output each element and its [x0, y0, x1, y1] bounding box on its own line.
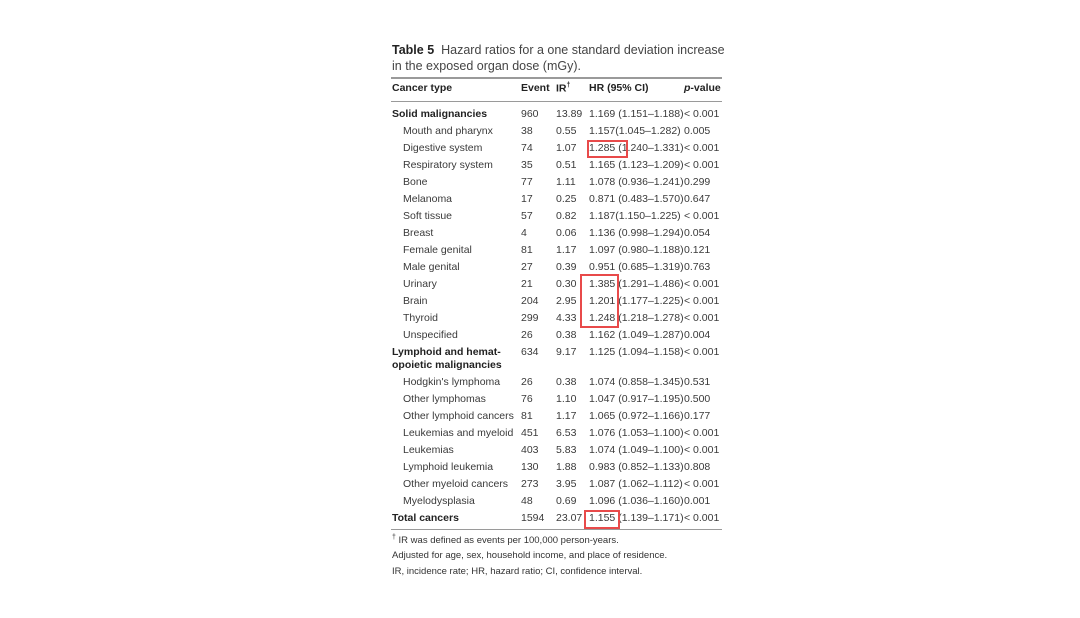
- p-value-cell: < 0.001: [684, 427, 720, 439]
- cancer-type-cell: Leukemias: [403, 444, 454, 456]
- ir-cell: 0.39: [556, 261, 577, 273]
- event-cell: 403: [521, 444, 539, 456]
- event-cell: 76: [521, 393, 533, 405]
- table-title: Hazard ratios for a one standard deviation increase in the exposed organ dose (mGy).: [392, 43, 725, 73]
- p-value-cell: < 0.001: [684, 159, 720, 171]
- p-value-cell: 0.054: [684, 227, 711, 239]
- cancer-type-cell: Other lymphoid cancers: [403, 410, 514, 422]
- hr-cell: 0.871 (0.483–1.570): [589, 193, 684, 205]
- ir-cell: 0.38: [556, 329, 577, 341]
- p-value-cell: 0.001: [684, 495, 711, 507]
- cancer-type-cell: Lymphoid leukemia: [403, 461, 494, 473]
- ir-cell: 1.10: [556, 393, 577, 405]
- hr-cell: 1.087 (1.062–1.112): [589, 478, 683, 490]
- cancer-type-cell: Melanoma: [403, 193, 453, 205]
- event-cell: 299: [521, 312, 539, 324]
- hr-cell: 1.187(1.150–1.225): [589, 210, 681, 222]
- cancer-type-cell: Myelodysplasia: [403, 495, 475, 507]
- cancer-type-cell: Lymphoid and hemat-: [392, 346, 501, 358]
- event-cell: 17: [521, 193, 533, 205]
- cancer-type-cell: Urinary: [403, 278, 437, 290]
- ir-cell: 0.06: [556, 227, 577, 239]
- hr-cell: 0.951 (0.685–1.319): [589, 261, 684, 273]
- event-cell: 81: [521, 410, 533, 422]
- event-cell: 4: [521, 227, 527, 239]
- p-value-cell: 0.177: [684, 410, 711, 422]
- p-value-cell: < 0.001: [684, 142, 720, 154]
- cancer-type-cell: Mouth and pharynx: [403, 125, 493, 137]
- ir-cell: 1.88: [556, 461, 577, 473]
- table-caption: [392, 42, 732, 74]
- hr-cell: 1.248 (1.218–1.278): [589, 312, 684, 324]
- ir-cell: 0.82: [556, 210, 577, 222]
- cancer-type-cell: Digestive system: [403, 142, 483, 154]
- p-value-cell: 0.500: [684, 393, 711, 405]
- p-value-cell: < 0.001: [684, 295, 720, 307]
- hr-cell: 1.074 (0.858–1.345): [589, 376, 684, 388]
- cancer-type-cell: Bone: [403, 176, 428, 188]
- hr-cell: 1.096 (1.036–1.160): [589, 495, 684, 507]
- footnote-abbreviations: IR, incidence rate; HR, hazard ratio; CI, confidence interval.: [392, 566, 643, 577]
- event-cell: 204: [521, 295, 539, 307]
- cancer-type-cell: Soft tissue: [403, 210, 453, 222]
- event-cell: 74: [521, 142, 533, 154]
- p-value-cell: 0.121: [684, 244, 711, 256]
- event-cell: 57: [521, 210, 533, 222]
- ir-cell: 1.11: [556, 176, 576, 188]
- p-value-cell: < 0.001: [684, 478, 720, 490]
- ir-cell: 0.69: [556, 495, 577, 507]
- cancer-type-cell: Respiratory system: [403, 159, 493, 171]
- hr-cell: 1.047 (0.917–1.195): [589, 393, 684, 405]
- ir-cell: 0.30: [556, 278, 577, 290]
- p-value-cell: < 0.001: [684, 346, 720, 358]
- hr-cell: 1.078 (0.936–1.241): [589, 176, 684, 188]
- p-value-cell: 0.005: [684, 125, 711, 137]
- event-cell: 960: [521, 108, 539, 120]
- event-cell: 38: [521, 125, 533, 137]
- hr-cell: 1.136 (0.998–1.294): [589, 227, 684, 239]
- event-cell: 35: [521, 159, 533, 171]
- ir-cell: 6.53: [556, 427, 577, 439]
- hr-cell: 1.155 (1.139–1.171): [589, 512, 684, 524]
- ir-cell: 1.07: [556, 142, 577, 154]
- event-cell: 634: [521, 346, 539, 358]
- hr-cell: 1.157(1.045–1.282): [589, 125, 681, 137]
- header-cancer-type: Cancer type: [392, 82, 453, 94]
- hr-cell: 1.169 (1.151–1.188): [589, 108, 684, 120]
- p-value-cell: 0.299: [684, 176, 711, 188]
- footnote-ir: † IR was defined as events per 100,000 person-years.: [392, 534, 619, 547]
- ir-cell: 0.55: [556, 125, 577, 137]
- ir-cell: 1.17: [556, 410, 577, 422]
- ir-cell: 3.95: [556, 478, 577, 490]
- ir-cell: 4.33: [556, 312, 577, 324]
- table-label: Table 5: [392, 43, 435, 57]
- highlight-box-digestive: [587, 140, 628, 158]
- event-cell: 1594: [521, 512, 545, 524]
- cancer-type-cell: Other lymphomas: [403, 393, 486, 405]
- hr-cell: 1.076 (1.053–1.100): [589, 427, 684, 439]
- event-cell: 451: [521, 427, 539, 439]
- ir-cell: 23.07: [556, 512, 583, 524]
- event-cell: 21: [521, 278, 533, 290]
- p-value-cell: 0.647: [684, 193, 711, 205]
- p-value-cell: < 0.001: [684, 210, 720, 222]
- cancer-type-cell: Brain: [403, 295, 428, 307]
- cancer-type-cell: Other myeloid cancers: [403, 478, 509, 490]
- cancer-type-cell: Solid malignancies: [392, 108, 488, 120]
- event-cell: 48: [521, 495, 533, 507]
- event-cell: 77: [521, 176, 533, 188]
- header-hr: HR (95% CI): [589, 82, 649, 94]
- highlight-box-total: [584, 510, 620, 529]
- hr-cell: 0.983 (0.852–1.133): [589, 461, 684, 473]
- cancer-type-cell: Thyroid: [403, 312, 439, 324]
- hr-cell: 1.074 (1.049–1.100): [589, 444, 684, 456]
- ir-cell: 13.89: [556, 108, 583, 120]
- ir-cell: 9.17: [556, 346, 577, 358]
- cancer-type-cell: Hodgkin's lymphoma: [403, 376, 501, 388]
- p-value-cell: < 0.001: [684, 512, 720, 524]
- hr-cell: 1.285 (1.240–1.331): [589, 142, 684, 154]
- event-cell: 27: [521, 261, 533, 273]
- cancer-type-cell: Breast: [403, 227, 434, 239]
- cancer-type-cell: Total cancers: [392, 512, 459, 524]
- cancer-type-cell: Female genital: [403, 244, 472, 256]
- event-cell: 130: [521, 461, 539, 473]
- p-value-cell: < 0.001: [684, 278, 720, 290]
- header-event: Event: [521, 82, 550, 94]
- top-rule: [391, 77, 722, 79]
- hr-cell: 1.065 (0.972–1.166): [589, 410, 684, 422]
- hr-cell: 1.201 (1.177–1.225): [589, 295, 684, 307]
- ir-cell: 0.38: [556, 376, 577, 388]
- event-cell: 273: [521, 478, 539, 490]
- cancer-type-cell-continued: opoietic malignancies: [392, 359, 502, 371]
- p-value-cell: 0.004: [684, 329, 711, 341]
- header-ir: IR†: [556, 82, 571, 95]
- hr-cell: 1.385 (1.291–1.486): [589, 278, 684, 290]
- header-p-value: p-value: [684, 82, 721, 94]
- p-value-cell: < 0.001: [684, 108, 720, 120]
- bottom-rule: [391, 529, 722, 530]
- hr-cell: 1.162 (1.049–1.287): [589, 329, 684, 341]
- header-rule: [391, 101, 722, 102]
- highlight-box-urinary-brain-thyroid: [580, 274, 619, 328]
- event-cell: 26: [521, 376, 533, 388]
- hr-cell: 1.097 (0.980–1.188): [589, 244, 684, 256]
- p-value-cell: < 0.001: [684, 312, 720, 324]
- cancer-type-cell: Male genital: [403, 261, 460, 273]
- p-value-cell: 0.763: [684, 261, 711, 273]
- event-cell: 26: [521, 329, 533, 341]
- hr-cell: 1.125 (1.094–1.158): [589, 346, 684, 358]
- p-value-cell: 0.531: [684, 376, 711, 388]
- p-value-cell: 0.808: [684, 461, 711, 473]
- ir-cell: 2.95: [556, 295, 577, 307]
- p-value-cell: < 0.001: [684, 444, 720, 456]
- ir-cell: 5.83: [556, 444, 577, 456]
- event-cell: 81: [521, 244, 533, 256]
- ir-cell: 0.25: [556, 193, 577, 205]
- ir-cell: 0.51: [556, 159, 577, 171]
- footnote-adjusted: Adjusted for age, sex, household income, and place of residence.: [392, 550, 668, 561]
- hr-cell: 1.165 (1.123–1.209): [589, 159, 684, 171]
- cancer-type-cell: Unspecified: [403, 329, 458, 341]
- cancer-type-cell: Leukemias and myeloid: [403, 427, 514, 439]
- ir-cell: 1.17: [556, 244, 577, 256]
